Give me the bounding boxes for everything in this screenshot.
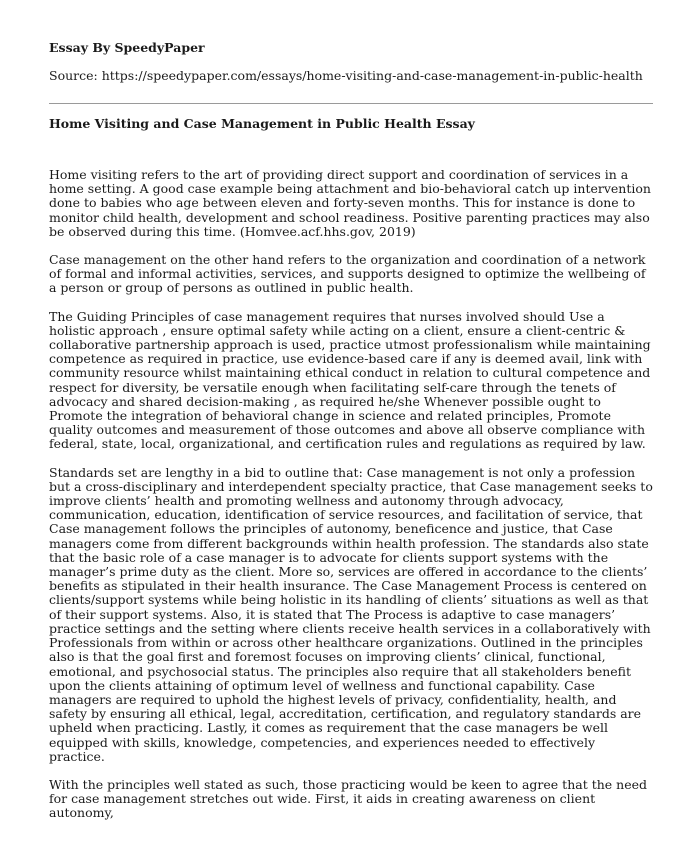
essay-paragraph: Standards set are lengthy in a bid to outline that: Case management is not only a profession but a cross-disciplinary and interdependent specialty practice, that Case management seeks to improve clients’ health and promoting wellness and autonomy through advocacy, communication, education, identification of service resources, and facilitation of service, that Case management follows the principles of autonomy, beneficence and justice, that Case managers come from different backgrounds within health profession. The standards also state that the basic role of a case manager is to advocate for clients support systems with the manager’s prime duty as the client. More so, services are offered in accordance to the clients’ benefits as stipulated in their health insurance. The Case Management Process is centered on clients/support systems while being holistic in its handling of clients’ situations as well as that of their support systems. Also, it is stated that The Process is adaptive to case managers’ practice settings and the setting where clients receive health services in a collaboratively with Professionals from within or across other healthcare organizations. Outlined in the principles also is that the goal first and foremost focuses on improving clients’ clinical, functional, emotional, and psychosocial status. The principles also require that all stakeholders benefit upon the clients attaining of optimum level of wellness and functional capability. Case managers are required to uphold the highest levels of privacy, confidentiality, health, and safety by ensuring all ethical, legal, accreditation, certification, and regulatory standards are upheld when practicing. Lastly, it comes as requirement that the case managers be well equipped with skills, knowledge, competencies, and experiences needed to effectively practice. xyxy=(49,464,653,764)
essay-body xyxy=(49,168,653,821)
essay-paragraph: The Guiding Principles of case management requires that nurses involved should Use a holistic approach , ensure optimal safety while acting on a client, ensure a client-centric & collaborative partnership approach is used, practice utmost professionalism while maintaining competence as required in practice, use evidence-based care if any is deemed avail, link with community resource whilst maintaining ethical conduct in relation to cultural competence and respect for diversity, be versatile enough when facilitating self-care through the tenets of advocacy and shared decision-making , as required he/she Whenever possible ought to Promote the integration of behavioral change in science and related principles, Promote quality outcomes and measurement of those outcomes and above all observe compliance with federal, state, local, organizational, and certification rules and regulations as required by law. xyxy=(49,308,651,452)
essay-paragraph: With the principles well stated as such, those practicing would be keen to agree that the need for case management stretches out wide. First, it aids in creating awareness on client autonomy, xyxy=(49,776,647,821)
header-divider xyxy=(49,103,653,104)
document-header-title: Essay By SpeedyPaper xyxy=(49,40,205,55)
essay-paragraph: Home visiting refers to the art of providing direct support and coordination of services in a home setting. A good case example being attachment and bio-behavioral catch up intervention done to babies who age between eleven and forty-seven months. This for instance is done to monitor child health, development and school readiness. Positive parenting practices may also be observed during this time. (Homvee.acf.hhs.gov, 2019) xyxy=(49,167,651,239)
essay-title: Home Visiting and Case Management in Public Health Essay xyxy=(49,116,475,131)
document-source: Source: https://speedypaper.com/essays/home-visiting-and-case-management-in-public-health xyxy=(49,68,643,83)
essay-paragraph: Case management on the other hand refers to the organization and coordination of a network of formal and informal activities, services, and supports designed to optimize the wellbeing of a person or group of persons as outlined in public health. xyxy=(49,252,646,296)
